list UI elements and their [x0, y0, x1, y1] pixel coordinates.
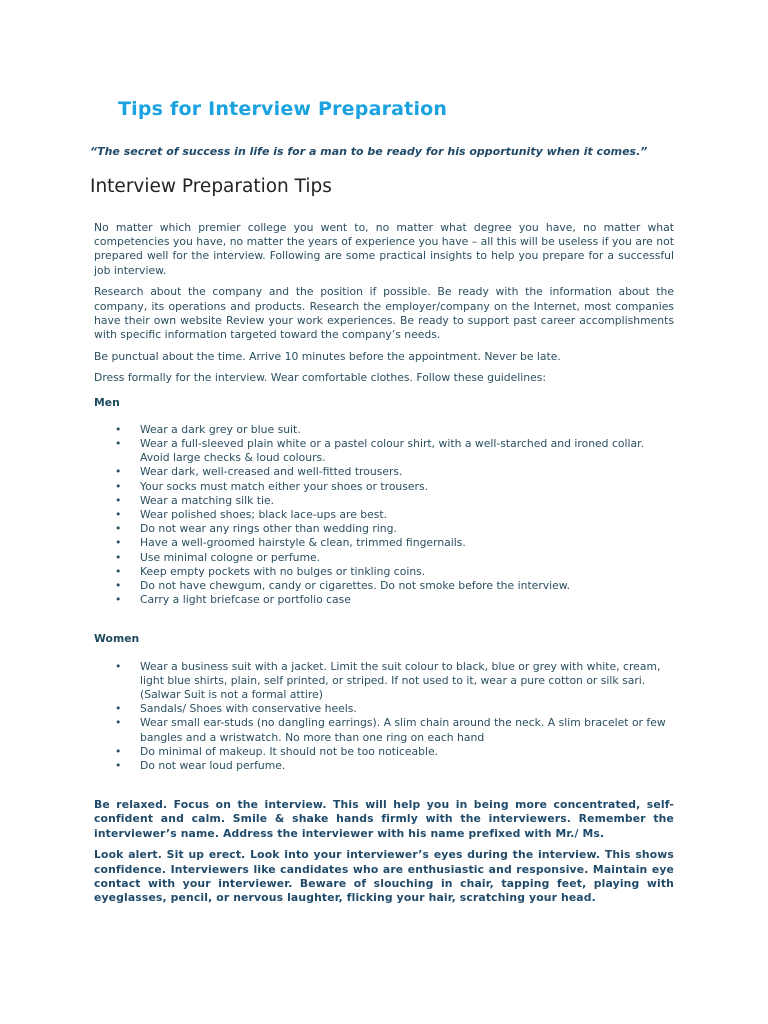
men-subheading: Men [94, 395, 120, 409]
intro-paragraph: Dress formally for the interview. Wear comfortable clothes. Follow these guidelines: [94, 371, 547, 385]
list-item: • Do not wear loud perfume. [94, 759, 674, 773]
list-item: • Wear polished shoes; black lace-ups are best. [94, 508, 674, 522]
list-item: • Wear small ear-studs (no dangling earrings). A slim chain around the neck. A slim bracelet or few bangles and a wristwatch. No more than one ring on each hand [94, 716, 674, 744]
spacer [94, 607, 674, 622]
list-item: • Wear a matching silk tie. [94, 494, 674, 508]
document-body [94, 221, 674, 913]
document-title: Tips for Interview Preparation [118, 98, 448, 120]
section-heading: Interview Preparation Tips [90, 176, 332, 197]
list-item: • Do not have chewgum, candy or cigarettes. Do not smoke before the interview. [94, 579, 674, 593]
men-list [94, 423, 674, 608]
list-item: • Wear dark, well-creased and well-fitted trousers. [94, 465, 674, 479]
list-item: • Use minimal cologne or perfume. [94, 551, 674, 565]
women-subheading: Women [94, 632, 140, 646]
list-item: • Sandals/ Shoes with conservative heels. [94, 702, 674, 716]
list-item: • Keep empty pockets with no bulges or tinkling coins. [94, 565, 674, 579]
quote: “The secret of success in life is for a man to be ready for his opportunity when it comes.” [90, 145, 648, 158]
intro-paragraph: Research about the company and the position if possible. Be ready with the information about the company, its operations and products. Research the employer/company on the Internet, most companies have their own website Review your work experiences. Be ready to support past career accomplishments with specific information targeted toward the company’s needs. [94, 285, 674, 341]
closing-paragraph: Look alert. Sit up erect. Look into your interviewer’s eyes during the interview. This shows confidence. Interviewers like candidates who are enthusiastic and responsive. Maintain eye contact with your interviewer. Beware of slouching in chair, tapping feet, playing with eyeglasses, pencil, or nervous laughter, flicking your hair, scratching your head. [94, 848, 674, 904]
closing-section [94, 798, 674, 905]
list-item: • Wear a full-sleeved plain white or a pastel colour shirt, with a well-starched and ironed collar. Avoid large checks & loud colours. [94, 437, 674, 465]
list-item: • Carry a light briefcase or portfolio case [94, 593, 674, 607]
closing-paragraph: Be relaxed. Focus on the interview. This will help you in being more concentrated, self-confident and calm. Smile & shake hands firmly with the interviewers. Remember the interviewer’s name. Address the interviewer with his name prefixed with Mr./ Ms. [94, 798, 674, 840]
intro-paragraph: Be punctual about the time. Arrive 10 minutes before the appointment. Never be late. [94, 349, 561, 363]
list-item: • Your socks must match either your shoes or trousers. [94, 480, 674, 494]
list-item: • Wear a business suit with a jacket. Limit the suit colour to black, blue or grey with white, cream, light blue shirts, plain, self printed, or striped. If not used to it, wear a pure cotton or silk sari. (Salwar Suit is not a formal attire) [94, 660, 674, 703]
list-item: • Wear a dark grey or blue suit. [94, 423, 674, 437]
list-item: • Do not wear any rings other than wedding ring. [94, 522, 674, 536]
women-list [94, 660, 674, 774]
intro-paragraph: No matter which premier college you went to, no matter what degree you have, no matter what competencies you have, no matter the years of experience you have – all this will be useless if you are not prepared well for the interview. Following are some practical insights to help you prepare for a successful job interview. [94, 221, 674, 277]
list-item: • Have a well-groomed hairstyle & clean, trimmed fingernails. [94, 536, 674, 550]
list-item: • Do minimal of makeup. It should not be too noticeable. [94, 745, 674, 759]
spacer [94, 773, 674, 798]
